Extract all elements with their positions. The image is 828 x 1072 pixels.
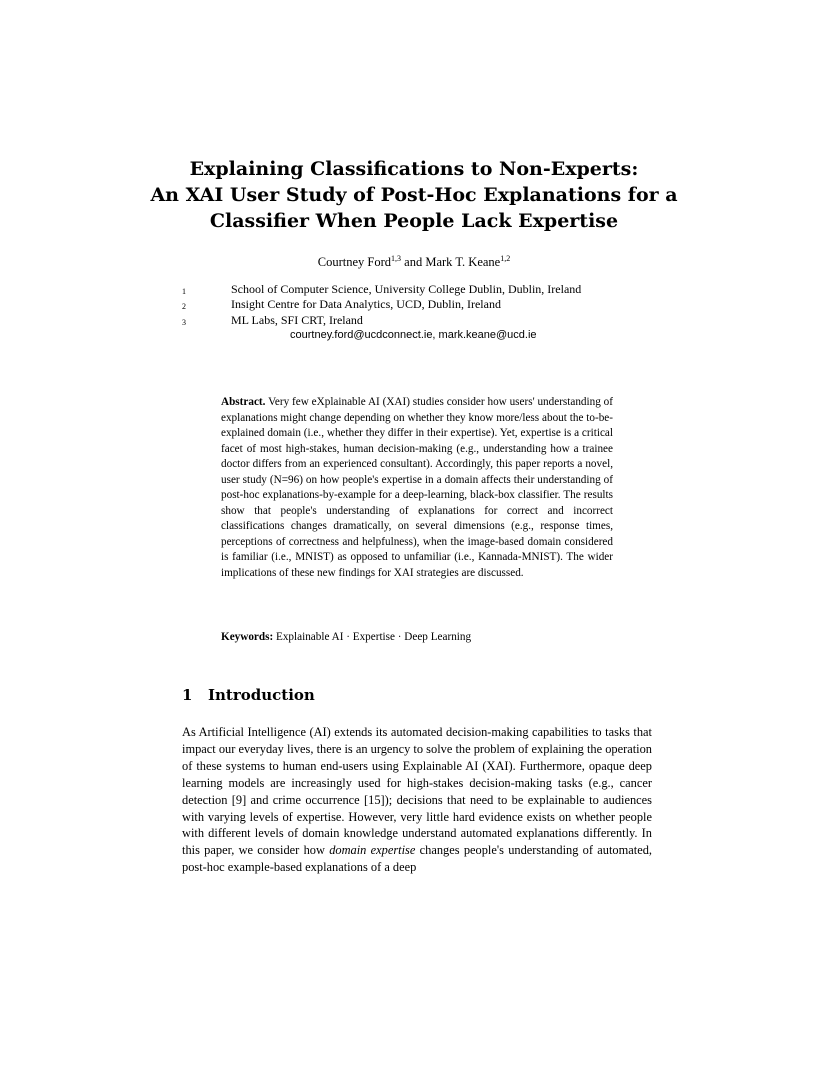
title-line-2: An XAI User Study of Post-Hoc Explanations for a	[150, 184, 678, 206]
author-emails: courtney.ford@ucdconnect.ie, mark.keane@ucd.ie	[290, 329, 537, 341]
affiliation-number: 1	[182, 287, 186, 296]
introduction-paragraph	[182, 724, 652, 876]
section-heading	[182, 686, 315, 704]
abstract-text: Very few eXplainable AI (XAI) studies consider how users' understanding of explanations might change depending on whether they know more/less about the to-be-explained domain (i.e., whether they differ in their expertise). Yet, expertise is a critical facet of most high-stakes, human decision-making (e.g., understanding how a trainee doctor differs from an experienced consultant). Accordingly, this paper reports a novel, user study (N=96) on how people's expertise in a domain affects their understanding of post-hoc explanations-by-example for a deep-learning, black-box classifier. The results show that people's understanding of explanations for correct and incorrect classifications changes dramatically, on several dimensions (e.g., response times, perceptions of correctness and helpfulness), when the image-based domain considered is familiar (i.e., MNIST) as opposed to unfamiliar (i.e., Kannada-MNIST). The wider implications of these new findings for XAI strategies are discussed.	[221, 396, 613, 579]
abstract	[221, 395, 613, 581]
author-affiliation-marker: 1,3	[391, 253, 402, 263]
title-line-3: Classifier When People Lack Expertise	[209, 210, 619, 232]
keywords-text: Explainable AI · Expertise · Deep Learning	[273, 631, 472, 643]
author-name: Courtney Ford	[317, 255, 392, 269]
intro-text: As Artificial Intelligence (AI) extends its automated decision-making capabilities to tasks that impact our everyday lives, there is an urgency to solve the problem of explaining the operation of these systems to human end-users using Explainable AI (XAI). Furthermore, opaque deep learning models are increasingly used for high-stakes decision-making tasks (e.g., cancer detection [9] and crime occurrence [15]); decisions that need to be explainable to audiences with varying levels of expertise. However, very little hard evidence exists on whether people with different levels of domain knowledge understand automated explanations differently. In this paper, we consider how	[182, 725, 652, 858]
author-connector: and	[401, 255, 426, 269]
author-name: Mark T. Keane	[425, 255, 501, 269]
paper-title	[150, 156, 678, 234]
title-line-1: Explaining Classifications to Non-Experts:	[189, 158, 639, 180]
affiliation-text: Insight Centre for Data Analytics, UCD, Dublin, Ireland	[231, 297, 501, 311]
author-line	[150, 254, 678, 270]
author-affiliation-marker: 1,2	[500, 253, 511, 263]
keywords	[221, 630, 613, 645]
affiliation-text: ML Labs, SFI CRT, Ireland	[231, 313, 363, 327]
section-title: Introduction	[208, 686, 315, 704]
abstract-label: Abstract.	[221, 396, 266, 408]
section-number: 1	[182, 686, 193, 704]
affiliation-text: School of Computer Science, University College Dublin, Dublin, Ireland	[231, 282, 582, 296]
affiliation-number: 3	[182, 318, 186, 327]
keywords-label: Keywords:	[221, 631, 274, 643]
intro-emphasis: domain expertise	[329, 843, 416, 858]
intro-text: changes people's understanding of automated, post-hoc example-based explanations of a deep	[182, 843, 652, 875]
affiliation-number: 2	[182, 302, 186, 311]
